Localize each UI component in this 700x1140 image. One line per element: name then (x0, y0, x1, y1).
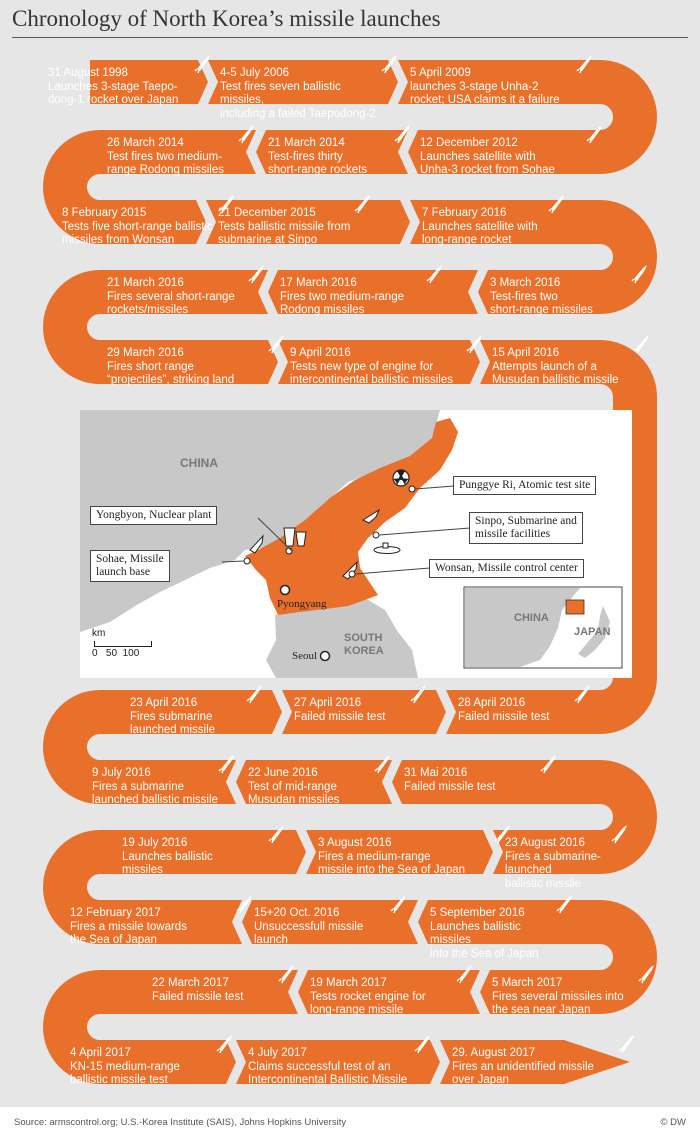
nuclear-plant-icon (258, 518, 306, 554)
timeline-event (410, 67, 580, 108)
event-text: rockets/missiles (107, 304, 189, 316)
timeline-event (92, 767, 222, 808)
timeline-event (505, 837, 615, 891)
wonsan-rocket-icon (343, 562, 430, 579)
event-date: 31 August 1998 (48, 67, 128, 79)
rocket-icon (554, 892, 576, 914)
korea-map (80, 410, 632, 683)
event-date: 12 December 2012 (420, 137, 518, 149)
inset-japan-label: JAPAN (574, 626, 611, 638)
road-start-notch (12, 60, 42, 104)
timeline-event (107, 137, 242, 178)
timeline-event (107, 277, 252, 318)
event-text: Test fires seven ballistic missiles, (220, 80, 341, 106)
rocket-icon (572, 682, 594, 704)
event-text: Rodong missiles (280, 304, 365, 316)
event-date: 15 April 2016 (492, 347, 560, 359)
timeline-event (62, 207, 222, 248)
page-title: Chronology of North Korea’s missile launches (12, 6, 441, 31)
event-date: 3 August 2016 (318, 837, 392, 849)
event-text: Musudan ballistic missile (492, 374, 619, 386)
event-text: Test-fires thirty (268, 150, 343, 163)
rocket-icon (454, 962, 476, 984)
rocket-icon (546, 192, 568, 214)
event-date: 21 March 2016 (107, 277, 184, 289)
punggye-marker (409, 486, 454, 492)
event-text: Intercontinental Ballistic Missile (248, 1074, 408, 1086)
timeline-event (492, 977, 642, 1018)
timeline-event (420, 137, 590, 178)
seoul-label: Seoul (292, 650, 318, 662)
rocket-icon (266, 332, 288, 354)
timeline-event (254, 907, 394, 948)
seoul-marker (321, 652, 330, 661)
event-date: 4 July 2017 (248, 1047, 307, 1059)
event-text: long-range rocket (422, 234, 512, 246)
rocket-icon (236, 122, 258, 144)
sohae-rocket-icon (222, 536, 263, 564)
sohae-label: Sohae, Missile launch base (90, 550, 170, 582)
event-text: Tests rocket engine for (310, 990, 426, 1003)
event-text: Launches ballistic missiles (430, 920, 521, 946)
event-text: ballistic missile test (70, 1074, 168, 1086)
event-text: dong-1 rocket over Japan (48, 94, 179, 106)
timeline-event (310, 977, 460, 1018)
rocket-icon (629, 262, 651, 284)
event-text: Attempts launch of a (492, 360, 597, 373)
pyongyang-marker (281, 586, 290, 595)
scale-unit: km (92, 628, 106, 639)
sinpo-label: Sinpo, Submarine and missile facilities (469, 512, 583, 544)
nuclear-test-icon (393, 470, 409, 486)
event-text: Fires several missiles into (492, 990, 624, 1003)
event-date: 23 August 2016 (505, 837, 585, 849)
event-text: Failed missile test (404, 780, 496, 793)
event-date: 27 April 2016 (294, 697, 362, 709)
timeline-event (280, 277, 430, 318)
event-text: Fires a medium-range (318, 850, 431, 863)
scale-bar (94, 641, 152, 647)
rocket-icon (636, 962, 658, 984)
event-text: Launches 3-stage Taepo- (48, 80, 178, 93)
event-date: 5 March 2017 (492, 977, 563, 989)
timeline-event (458, 697, 578, 724)
event-date: 3 March 2016 (490, 277, 561, 289)
event-date: 23 April 2016 (130, 697, 198, 709)
event-text: short-range rockets (268, 164, 368, 176)
event-text: launch (254, 934, 288, 946)
china-label: CHINA (180, 456, 218, 470)
submarine-icon (374, 543, 400, 554)
timeline-event (122, 837, 272, 878)
event-date: 28 April 2016 (458, 697, 526, 709)
event-text: Tests new type of engine for (290, 360, 434, 373)
event-date: 19 July 2016 (122, 837, 188, 849)
rocket-icon (352, 192, 374, 214)
rocket-icon (424, 262, 446, 284)
road-bend-left-2 (65, 292, 100, 362)
rocket-icon (631, 332, 653, 354)
rocket-icon (538, 752, 560, 774)
rocket-icon (408, 682, 430, 704)
rocket-icon (214, 1032, 236, 1054)
south-korea-label: SOUTH (344, 632, 383, 644)
event-text: rocket; USA claims it a failure (410, 94, 560, 106)
inset-china-label: CHINA (514, 612, 549, 624)
event-text: launches 3-stage Unha-2 (410, 80, 539, 93)
yongbyon-label: Yongbyon, Nuclear plant (90, 506, 217, 525)
event-text: missiles (122, 864, 163, 876)
event-date: 19 March 2017 (310, 977, 387, 989)
event-date: 5 September 2016 (430, 907, 525, 919)
event-date: 22 March 2017 (152, 977, 229, 989)
rocket-icon (584, 122, 606, 144)
event-text: KN-15 medium-range (70, 1060, 180, 1073)
event-date: 22 June 2016 (248, 767, 318, 779)
event-date: 8 February 2015 (62, 207, 147, 219)
rocket-icon (392, 122, 414, 144)
timeline-event (452, 1047, 622, 1088)
rocket-icon (246, 262, 268, 284)
rocket-icon (266, 822, 288, 844)
event-text: over Japan (452, 1074, 509, 1086)
event-text: range Rodong missiles (107, 164, 224, 176)
event-text: Launches ballistic (122, 850, 213, 863)
event-text: Tests five short-range ballistic (62, 220, 213, 233)
rocket-icon (616, 1032, 638, 1054)
event-date: 4 April 2017 (70, 1047, 131, 1059)
event-text: Tests ballistic missile from (218, 220, 351, 233)
event-date: 7 February 2016 (422, 207, 507, 219)
event-text: missiles from Wonsan (62, 234, 175, 246)
event-text: Fires two medium-range (280, 290, 404, 303)
event-text: ballistic missile (505, 877, 582, 890)
sinpo-rocket-icon (363, 510, 470, 538)
punggye-label: Punggye Ri, Atomic test site (453, 476, 596, 495)
event-text: the sea near Japan (492, 1004, 591, 1016)
event-text: intercontinental ballistic missiles (290, 374, 453, 386)
timeline-event (248, 767, 378, 808)
timeline-event (107, 347, 272, 388)
event-text: Unsuccessfull missile (254, 920, 364, 933)
event-text: Failed missile test (152, 990, 244, 1003)
event-text: Test of mid-range (248, 780, 337, 793)
event-date: 26 March 2014 (107, 137, 184, 149)
wonsan-label: Wonsan, Missile control center (429, 559, 584, 578)
event-text: Fires a submarine-launched (505, 850, 601, 876)
scale-ticks: 0 50 100 (92, 648, 140, 659)
event-text: Fires several short-range (107, 290, 235, 303)
event-text: including a failed Taepodong-2 (220, 107, 376, 120)
event-date: 9 April 2016 (290, 347, 351, 359)
timeline-event (268, 137, 398, 178)
event-text: submarine at Sinpo (218, 234, 318, 246)
event-date: 29 March 2016 (107, 347, 184, 359)
timeline-event (422, 207, 552, 248)
timeline-event (318, 837, 498, 878)
rocket-icon (609, 822, 631, 844)
timeline-event (220, 67, 385, 121)
event-text: Test-fires two (490, 290, 558, 303)
timeline-event (152, 977, 282, 1004)
event-text: “projectiles”, striking land (107, 374, 235, 386)
rocket-icon (388, 892, 410, 914)
rocket-icon (244, 682, 266, 704)
event-text: Failed missile test (294, 710, 386, 723)
event-date: 17 March 2016 (280, 277, 357, 289)
rocket-icon (574, 52, 596, 74)
timeline-event (430, 907, 560, 961)
source-note: Source: armscontrol.org; U.S.-Korea Institute (SAIS), Johns Hopkins University (14, 1117, 347, 1128)
event-text: Musudan missiles (248, 794, 340, 806)
event-date: 5 April 2009 (410, 67, 471, 79)
footer (0, 1107, 700, 1140)
timeline-event (492, 347, 637, 388)
timeline-event (404, 767, 544, 794)
event-date: 4-5 July 2006 (220, 67, 290, 79)
event-text: short-range missiles (490, 304, 593, 316)
map-scale (92, 628, 152, 659)
rocket-icon (412, 1032, 434, 1054)
rocket-icon (464, 332, 486, 354)
event-text: Fires a missile towards (70, 920, 187, 933)
event-date: 21 December 2015 (218, 207, 316, 219)
event-text: Failed missile test (458, 710, 550, 723)
event-date: 31 Mai 2016 (404, 767, 468, 779)
rocket-icon (216, 752, 238, 774)
timeline-event (490, 277, 635, 318)
timeline-event (48, 67, 198, 108)
event-text: missile into the Sea of Japan (318, 864, 466, 876)
event-text: Launches satellite with (420, 150, 536, 163)
timeline-event (290, 347, 470, 388)
timeline-event (248, 1047, 418, 1088)
timeline-event (218, 207, 358, 248)
event-date: 29. August 2017 (452, 1047, 536, 1059)
event-date: 12 February 2017 (70, 907, 161, 919)
credit: © DW (660, 1117, 686, 1128)
timeline-event (70, 1047, 220, 1088)
event-text: launched ballistic missile (92, 794, 218, 806)
event-text: Unha-3 rocket from Sohae (420, 164, 555, 176)
pyongyang-label: Pyongyang (277, 598, 327, 610)
rocket-icon (379, 52, 401, 74)
event-date: 21 March 2014 (268, 137, 345, 149)
event-text: Test fires two medium- (107, 150, 223, 163)
rocket-icon (234, 892, 256, 914)
event-text: launched missile (130, 724, 216, 736)
event-text: the Sea of Japan (70, 934, 157, 946)
timeline-event (70, 907, 240, 948)
event-date: 15+20 Oct. 2016 (254, 907, 340, 919)
event-text: Fires an unidentified missile (452, 1060, 594, 1073)
event-text: Fires a submarine (92, 780, 185, 793)
rocket-icon (192, 52, 214, 74)
rocket-icon (372, 752, 394, 774)
event-text: Fires short range (107, 360, 194, 373)
event-text: Launches satellite with (422, 220, 538, 233)
rocket-icon (276, 962, 298, 984)
timeline-event (294, 697, 414, 724)
south-korea-label-2: KOREA (344, 645, 384, 657)
event-date: 9 July 2016 (92, 767, 151, 779)
event-text: long-range missile (310, 1004, 404, 1016)
event-text: into the Sea of Japan (430, 947, 539, 960)
timeline-event (130, 697, 250, 738)
event-text: Claims successful test of an (248, 1060, 391, 1073)
event-text: Fires submarine (130, 710, 213, 723)
